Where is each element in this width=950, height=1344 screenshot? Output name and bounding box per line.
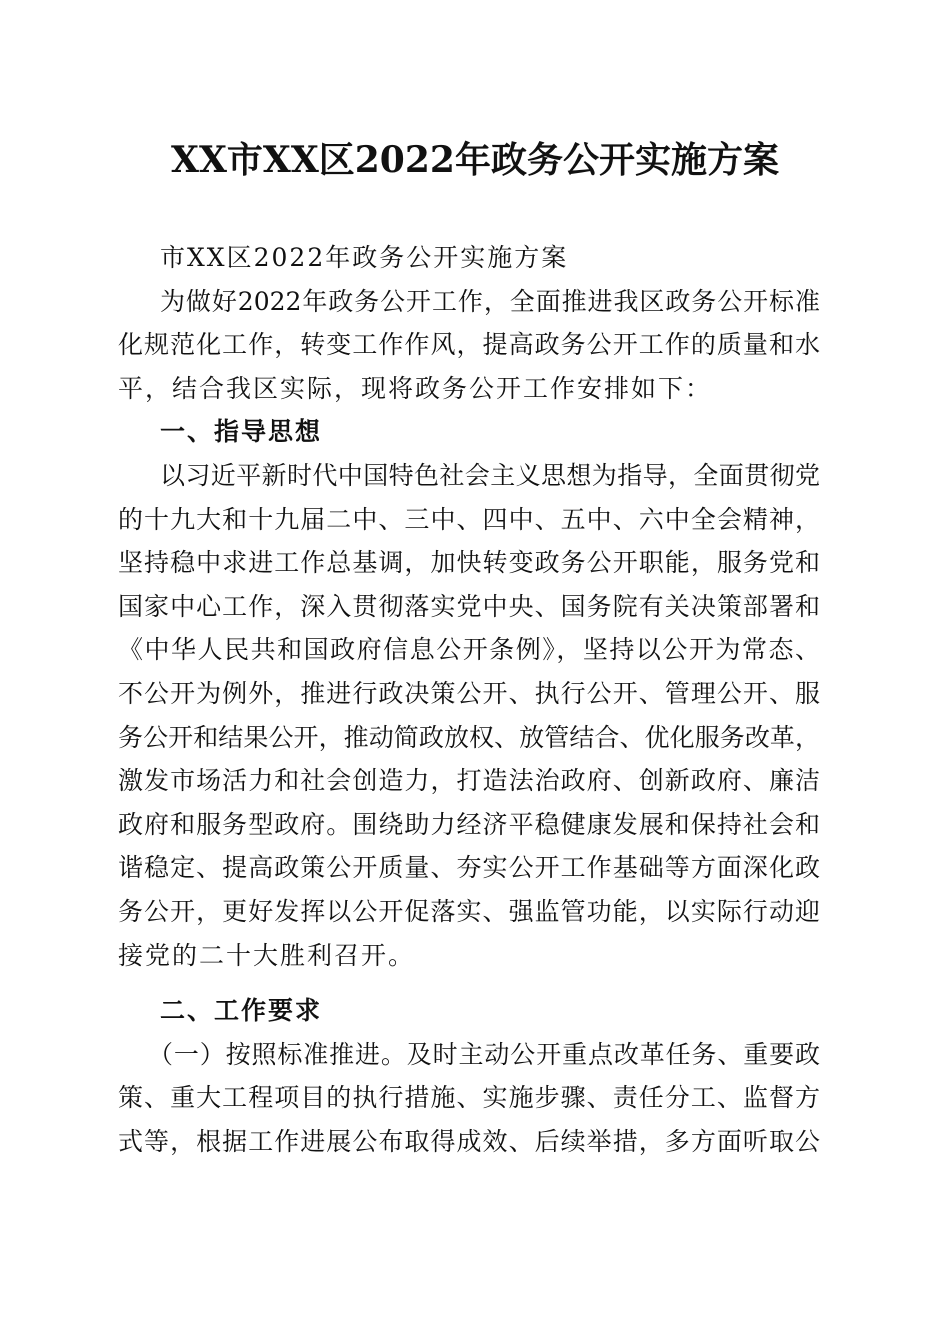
intro-line: 平，结合我区实际，现将政务公开工作安排如下： [118, 373, 713, 403]
document-body [118, 236, 820, 1163]
paragraph-line: 接党的二十大胜利召开。 [118, 940, 416, 970]
paragraph-line: 激发市场活力和社会创造力，打造法治政府、创新政府、廉洁 [118, 766, 820, 796]
paragraph-line: 式等，根据工作进展公布取得成效、后续举措，多方面听取公 [118, 1126, 820, 1156]
paragraph-line: 策、重大工程项目的执行措施、实施步骤、责任分工、监督方 [118, 1083, 820, 1113]
section-heading-2: 二、工作要求 [160, 996, 323, 1026]
paragraph-line: 不公开为例外，推进行政决策公开、执行公开、管理公开、服 [118, 678, 820, 708]
paragraph-line: 国家中心工作，深入贯彻落实党中央、国务院有关决策部署和 [118, 591, 820, 621]
spacer [118, 977, 820, 989]
intro-line: 化规范化工作，转变工作作风，提高政务公开工作的质量和水 [118, 330, 820, 360]
document-title: XX市XX区2022年政务公开实施方案 [171, 139, 779, 181]
paragraph-line: 政府和服务型政府。围绕助力经济平稳健康发展和保持社会和 [118, 809, 820, 839]
intro-line: 为做好2022年政务公开工作，全面推进我区政务公开标准 [160, 286, 820, 316]
paragraph-line: （一）按照标准推进。及时主动公开重点改革任务、重要政 [148, 1039, 820, 1069]
subtitle: 市XX区2022年政务公开实施方案 [160, 243, 569, 272]
paragraph-line: 谐稳定、提高政策公开质量、夯实公开工作基础等方面深化政 [118, 853, 820, 883]
paragraph-line: 务公开和结果公开，推动简政放权、放管结合、优化服务改革， [118, 722, 820, 752]
paragraph-line: 的十九大和十九届二中、三中、四中、五中、六中全会精神， [118, 504, 820, 534]
paragraph-line: 《中华人民共和国政府信息公开条例》，坚持以公开为常态、 [118, 635, 820, 665]
section-heading-1: 一、指导思想 [160, 417, 323, 447]
paragraph-line: 以习近平新时代中国特色社会主义思想为指导，全面贯彻党 [160, 460, 820, 490]
paragraph-line: 务公开，更好发挥以公开促落实、强监管功能，以实际行动迎 [118, 896, 820, 926]
paragraph-line: 坚持稳中求进工作总基调，加快转变政务公开职能，服务党和 [118, 548, 820, 578]
